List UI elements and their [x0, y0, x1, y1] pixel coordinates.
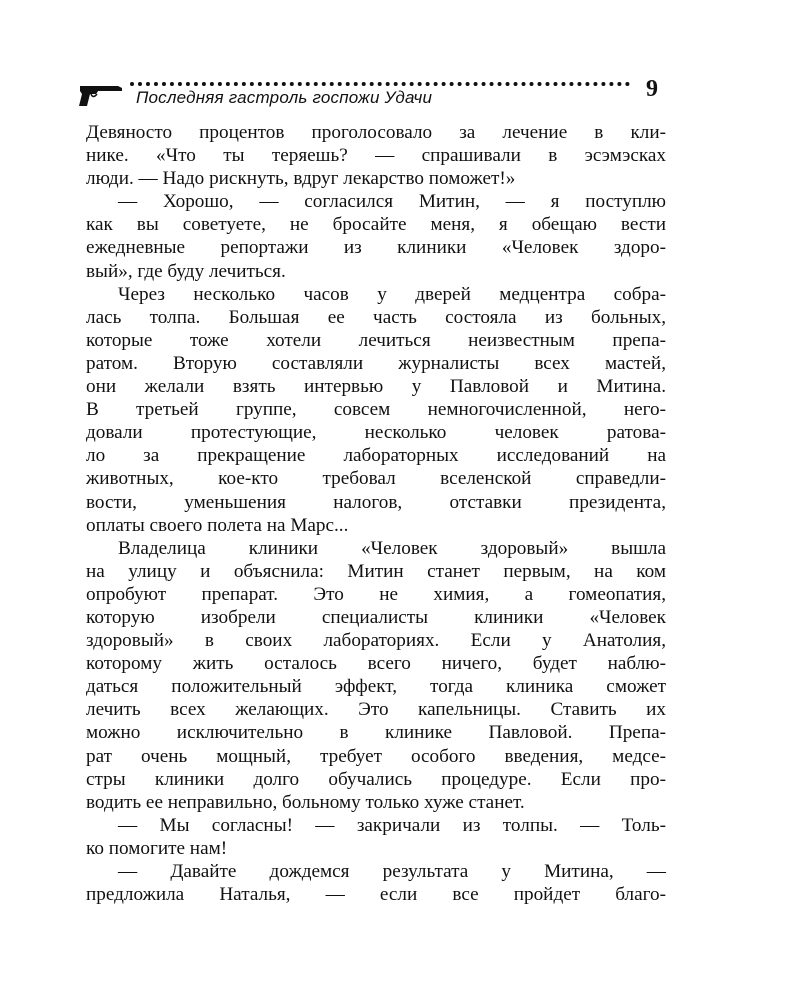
- text-line: вый», где буду лечиться.: [86, 260, 286, 282]
- text-line: здоровый» в своих лабораториях. Если у Анатолия,: [86, 630, 666, 652]
- text-line: В третьей группе, совсем немногочисленной, него-: [86, 399, 666, 421]
- text-line: Девяносто процентов проголосовало за лечение в кли-: [86, 122, 666, 143]
- text-line: опробуют препарат. Это не химия, а гомеопатия,: [86, 583, 666, 605]
- text-line: стры клиники долго обучались процедуре. Если про-: [86, 768, 666, 790]
- header-dotted-rule: [130, 82, 630, 86]
- text-line: вости, уменьшения налогов, отставки президента,: [86, 491, 666, 513]
- text-line: которую изобрели специалисты клиники «Человек: [86, 606, 666, 628]
- text-line: рат очень мощный, требует особого введения, медсе-: [86, 745, 666, 767]
- text-line: нике. «Что ты теряешь? — спрашивали в эсэмэсках: [86, 145, 666, 167]
- paragraph: [86, 190, 666, 282]
- text-line: водить ее неправильно, больному только хуже станет.: [86, 791, 525, 813]
- text-line: можно исключительно в клинике Павловой. Препа-: [86, 722, 666, 744]
- text-line: как вы советуете, не бросайте меня, я обещаю вести: [86, 214, 666, 236]
- revolver-icon: [78, 82, 124, 108]
- paragraph: [86, 283, 666, 537]
- text-line: ло за прекращение лабораторных исследований на: [86, 445, 666, 467]
- text-line: которому жить осталось всего ничего, будет наблю-: [86, 653, 666, 675]
- text-line: — Мы согласны! — закричали из толпы. — Толь-: [118, 814, 666, 836]
- running-head-title: Последняя гастроль госпожи Удачи: [136, 88, 433, 107]
- paragraph: [86, 860, 666, 906]
- text-line: ратом. Вторую составляли журналисты всех мастей,: [86, 352, 666, 374]
- text-line: ежедневные репортажи из клиники «Человек здоро-: [86, 237, 666, 259]
- text-line: предложила Наталья, — если все пройдет благо-: [86, 884, 666, 906]
- text-line: — Давайте дождемся результата у Митина, —: [118, 861, 666, 882]
- text-line: — Хорошо, — согласился Митин, — я поступлю: [118, 191, 666, 213]
- paragraph: [86, 121, 666, 190]
- paragraph: [86, 537, 666, 814]
- text-line: лась толпа. Большая ее часть состояла из больных,: [86, 306, 666, 328]
- body-text: [86, 121, 666, 906]
- text-line: оплаты своего полета на Марс...: [86, 514, 349, 536]
- text-line: довали протестующие, несколько человек ратова-: [86, 422, 666, 444]
- page-number: 9: [646, 76, 658, 102]
- text-line: даться положительный эффект, тогда клиника сможет: [86, 676, 666, 698]
- text-line: люди. — Надо рискнуть, вдруг лекарство поможет!»: [86, 168, 516, 190]
- text-line: ко помогите нам!: [86, 837, 228, 859]
- text-line: животных, кое-кто требовал вселенской справедли-: [86, 468, 666, 490]
- text-line: которые тоже хотели лечиться неизвестным препа-: [86, 329, 666, 351]
- text-line: Через несколько часов у дверей медцентра собра-: [118, 283, 666, 305]
- text-line: они желали взять интервью у Павловой и Митина.: [86, 376, 666, 398]
- text-line: лечить всех желающих. Это капельницы. Ставить их: [86, 699, 666, 721]
- paragraph: [86, 814, 666, 860]
- text-line: Владелица клиники «Человек здоровый» вышла: [118, 537, 666, 559]
- text-line: на улицу и объяснила: Митин станет первым, на ком: [86, 560, 666, 582]
- running-head: [78, 76, 668, 116]
